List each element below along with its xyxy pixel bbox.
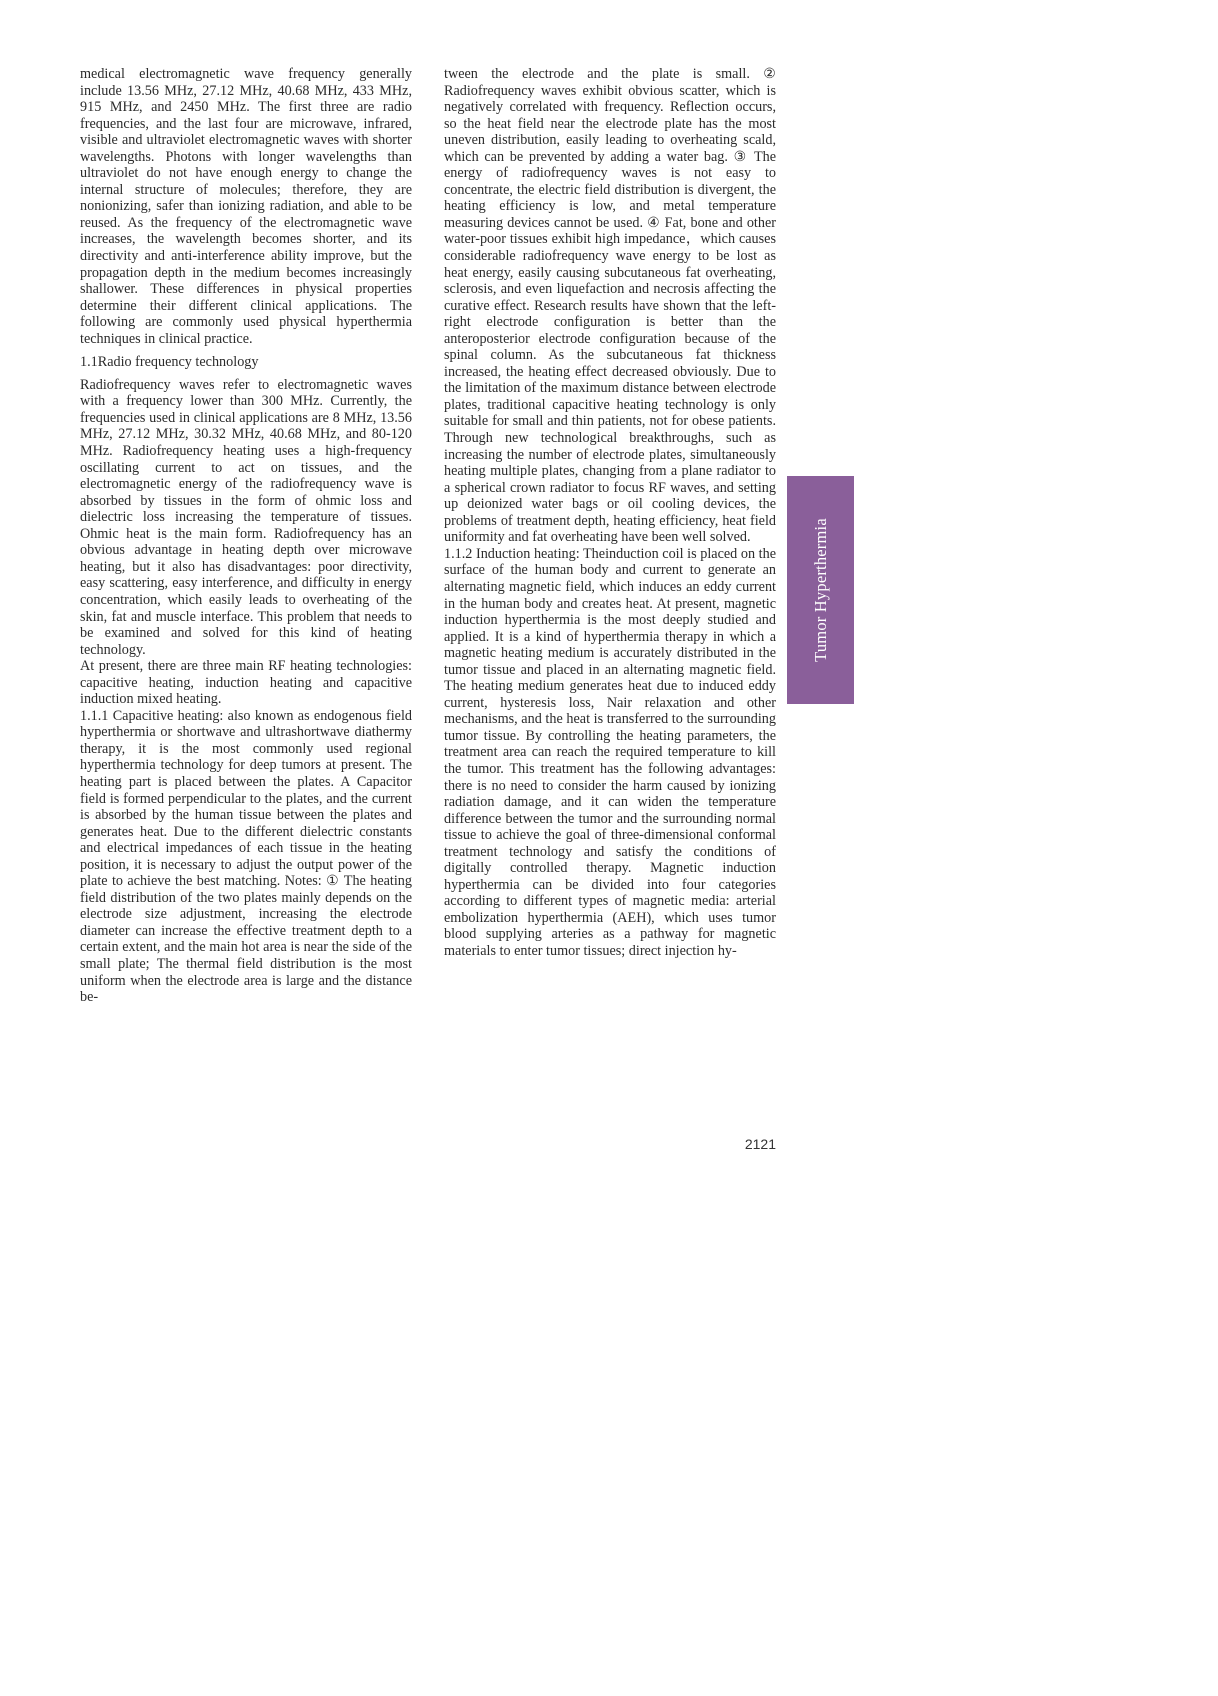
left-column (80, 66, 412, 1006)
side-tab-label: Tumor Hyperthermia (810, 518, 830, 662)
body-paragraph: 1.1.1 Capacitive heating: also known as endogenous field hyperthermia or shortwave and ultrashortwave diathermy therapy, it is the most commonly used regional hyperthermia technology for deep tumors at present. The heating part is placed between the plates. A Capacitor field is formed perpendicular to the plates, and the current is absorbed by the human tissue between the plates and generates heat. Due to the different dielectric constants and electrical impedances of each tissue in the heating position, it is necessary to adjust the output power of the plate to achieve the best matching. Notes: ① The heating field distribution of the two plates mainly depends on the electrode size adjustment, increasing the electrode diameter can increase the effective treatment depth to a certain extent, and the main hot area is near the side of the small plate; The thermal field distribution is the most uniform when the electrode area is large and the distance be- (80, 707, 412, 1006)
section-side-tab (787, 476, 854, 704)
body-paragraph: 1.1.2 Induction heating: Theinduction coil is placed on the surface of the human body and current to generate an alternating magnetic field, which induces an eddy current in the human body and creates heat. At present, magnetic induction hyperthermia is the most deeply studied and applied. It is a kind of hyperthermia therapy in which a magnetic heating medium is accurately distributed in the tumor tissue and placed in an alternating magnetic field. The heating medium generates heat due to induced eddy current, hysteresis loss, Nair relaxation and other mechanisms, and the heat is transferred to the surrounding tumor tissue. By controlling the heating parameters, the treatment area can reach the required temperature to kill the tumor. This treatment has the following advantages: there is no need to consider the harm caused by ionizing radiation damage, and it can widen the temperature difference between the tumor and the surrounding normal tissue to achieve the goal of three-dimensional conformal treatment technology and satisfy the conditions of digitally controlled therapy. Magnetic induction hyperthermia can be divided into four categories according to different types of magnetic media: arterial embolization hyperthermia (AEH), which uses tumor blood supplying arteries as a pathway for magnetic materials to enter tumor tissues; direct injection hy- (444, 545, 776, 959)
body-paragraph: Radiofrequency waves refer to electromagnetic waves with a frequency lower than 300 MHz. Currently, the frequencies used in clinical applications are 8 MHz, 13.56 MHz, 27.12 MHz, 30.32 MHz, 40.68 MHz, and 80-120 MHz. Radiofrequency heating uses a high-frequency oscillating current to act on tissues, and the electromagnetic energy of the radiofrequency wave is absorbed by tissues in the form of ohmic loss and dielectric loss increasing the temperature of tissues. Ohmic heat is the main form. Radiofrequency has an obvious advantage in heating depth over microwave heating, but it also has disadvantages: poor directivity, easy scattering, easy interference, and difficulty in energy concentration, which easily leads to overheating of the skin, fat and muscle interface. This problem that needs to be examined and solved for this kind of heating technology. (80, 376, 412, 658)
right-column (444, 66, 776, 960)
section-heading: 1.1Radio frequency technology (80, 354, 259, 371)
body-paragraph: At present, there are three main RF heating technologies: capacitive heating, induction heating and capacitive induction mixed heating. (80, 658, 412, 708)
body-paragraph: tween the electrode and the plate is small. ② Radiofrequency waves exhibit obvious scatter, which is negatively correlated with frequency. Reflection occurs, so the heat field near the electrode plate has the most uneven distribution, easily leading to overheating scald, which can be prevented by adding a water bag. ③ The energy of radiofrequency waves is not easy to concentrate, the electric field distribution is divergent, the heating efficiency is low, and metal temperature measuring devices cannot be used. ④ Fat, bone and other water-poor tissues exhibit high impedance，which causes considerable radiofrequency wave energy to be lost as heat energy, easily causing subcutaneous fat overheating, sclerosis, and even liquefaction and necrosis affecting the curative effect. Research results have shown that the left-right electrode configuration is better than the anteroposterior electrode configuration because of the spinal column. As the subcutaneous fat thickness increased, the heating effect decreased obviously. Due to the limitation of the maximum distance between electrode plates, traditional capacitive heating technology is only suitable for small and thin patients, not for obese patients. Through new technological breakthroughs, such as increasing the number of electrode plates, simultaneously heating multiple plates, changing from a plane radiator to a spherical crown radiator to focus RF waves, and setting up deionized water bags or oil cooling devices, the problems of treatment depth, heating efficiency, heat field uniformity and fat overheating have been well solved. (444, 66, 776, 546)
page-number: 2121 (744, 1136, 776, 1152)
body-paragraph: medical electromagnetic wave frequency generally include 13.56 MHz, 27.12 MHz, 40.68 MHz, 433 MHz, 915 MHz, and 2450 MHz. The first three are radio frequencies, and the last four are microwave, infrared, visible and ultraviolet electromagnetic waves with shorter wavelengths. Photons with longer wavelengths than ultraviolet do not have enough energy to change the internal structure of molecules; therefore, they are nonionizing, safer than ionizing radiation, and able to be reused. As the frequency of the electromagnetic wave increases, the wavelength becomes shorter, and its directivity and anti-interference ability improve, but the propagation depth in the medium becomes increasingly shallower. These differences in physical properties determine their different clinical applications. The following are commonly used physical hyperthermia techniques in clinical practice. (80, 66, 412, 347)
